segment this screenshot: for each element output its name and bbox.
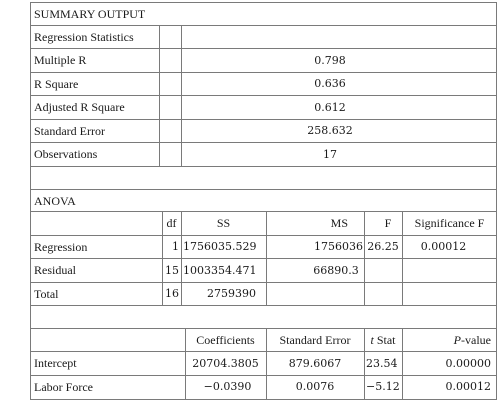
row-divider [30,166,497,167]
coef-header-standard-error: Standard Error [279,333,351,347]
anova-cell-ss: 1756035.529 [183,240,257,253]
anova-cell-ss: 2759390 [207,287,256,300]
coef-cell-standard-error: 879.6067 [288,357,342,370]
coef-header-t-stat [364,329,402,351]
stat-value-multiple-r: 0.798 [314,54,346,67]
col-divider [159,25,160,166]
anova-cell-ms: 1756036 [314,240,363,253]
anova-cell-df: 16 [165,287,179,300]
col-divider [181,25,182,166]
anova-row-label: Total [34,287,59,301]
coef-header-coefficients: Coefficients [196,333,255,347]
coef-row-label: Intercept [34,356,77,370]
row-divider [30,305,497,306]
stat-label-r-square: R Square [34,77,79,91]
stat-label-standard-error: Standard Error [34,124,105,138]
anova-cell-ms: 66890.3 [313,264,359,277]
anova-cell-df: 1 [172,240,179,253]
anova-row-label: Residual [34,263,76,277]
coef-cell-p-value: 0.00012 [445,380,491,393]
anova-cell-significance-f: 0.00012 [420,240,467,253]
coef-row-label: Labor Force [34,380,93,394]
stat-label-multiple-r: Multiple R [34,53,87,67]
stat-label-adjusted-r-square: Adjusted R Square [34,100,125,114]
t-stat-italic-prefix: t [370,333,374,347]
stat-value-observations: 17 [323,148,337,161]
regression-statistics-header: Regression Statistics [34,30,134,44]
stat-label-observations: Observations [34,147,98,161]
anova-header-ms: MS [330,216,348,230]
coef-cell-t-stat: 23.54 [366,357,398,370]
stat-value-standard-error: 258.632 [307,124,353,137]
coef-cell-coefficient: −0.0390 [203,380,252,393]
anova-title: ANOVA [34,194,76,208]
coef-header-p-value [402,329,497,351]
coef-cell-standard-error: 0.0076 [295,380,335,393]
summary-title: SUMMARY OUTPUT [34,7,146,21]
anova-header-f: F [384,216,392,230]
anova-row-label: Regression [34,240,88,254]
anova-cell-df: 15 [165,264,179,277]
anova-cell-f: 26.25 [367,240,399,253]
coef-cell-p-value: 0.00000 [445,357,491,370]
p-value-italic-prefix: P [453,333,462,347]
anova-header-ss: SS [216,216,231,230]
anova-cell-ss: 1003354.471 [183,264,257,277]
p-value-suffix: -value [461,333,491,347]
coef-cell-t-stat: −5.12 [366,380,400,393]
coef-cell-coefficient: 20704.3805 [192,357,259,370]
stat-value-r-square: 0.636 [314,77,346,90]
anova-header-df: df [166,216,177,230]
t-stat-suffix: Stat [373,333,396,347]
stat-value-adjusted-r-square: 0.612 [314,101,346,114]
anova-header-significance-f: Significance F [414,216,485,230]
